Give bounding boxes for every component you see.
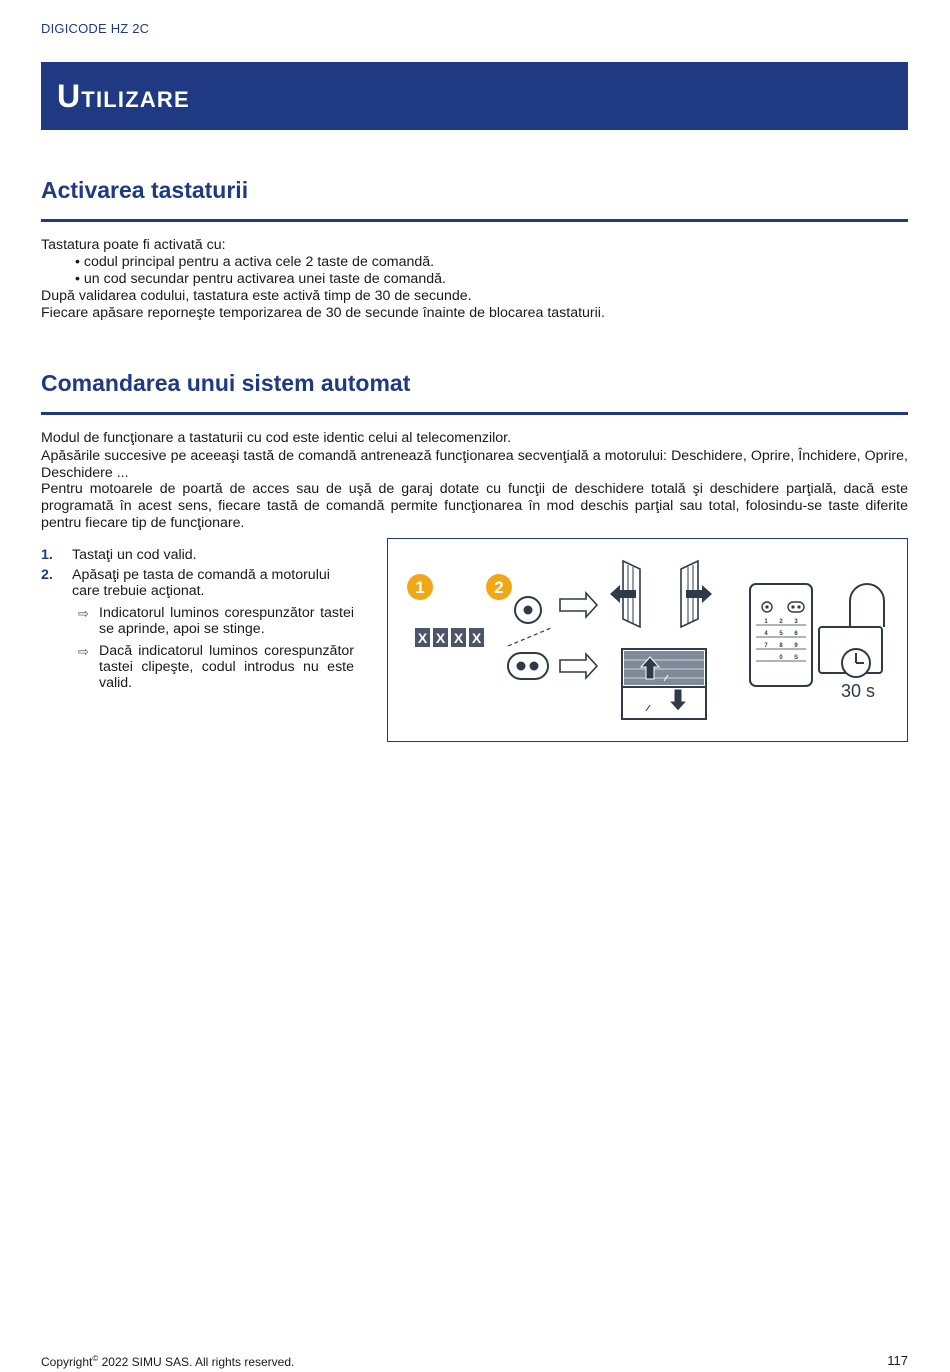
keypad-key: 2 xyxy=(779,619,783,625)
control-paragraph-3: Pentru motoarele de poartă de acces sau de uşă de garaj dotate cu funcţii de deschidere totală şi deschidere parţială, dacă este programată în acest sens, fiecare tastă de comandă permite funcţionarea în mod deschis parţial sau total, folosindu-se taste diferite pentru fiecare tip de funcţionare. xyxy=(41,481,908,531)
step-1-badge xyxy=(407,574,433,600)
section-title-activation: Activarea tastaturii xyxy=(41,177,249,203)
section-divider xyxy=(41,219,908,222)
activation-intro: Tastatura poate fi activată cu: xyxy=(41,237,226,253)
right-arrow-icon xyxy=(560,654,597,678)
code-digit: X xyxy=(453,630,464,646)
badge-number: 2 xyxy=(494,578,504,597)
keypad-key: 8 xyxy=(779,643,783,649)
control-paragraph-1: Modul de funcţionare a tastaturii cu cod este identic celui al telecomenzilor. xyxy=(41,430,512,446)
keypad-key: 5 xyxy=(779,631,783,637)
code-entry xyxy=(415,628,484,647)
result-item xyxy=(41,643,354,691)
keypad-key: 6 xyxy=(794,631,798,637)
digicode-keypad-icon xyxy=(750,584,812,686)
badge-number: 1 xyxy=(415,578,425,597)
hollow-arrow-icon: ⇨ xyxy=(78,606,89,621)
double-command-button-icon xyxy=(508,653,548,679)
swing-gate-icon xyxy=(610,561,712,627)
single-command-button-icon xyxy=(515,597,541,623)
copyright-word: Copyright xyxy=(41,1355,93,1369)
hollow-arrow-icon: ⇨ xyxy=(78,644,89,659)
result-text: Indicatorul luminos corespunzător tastei se aprinde, apoi se stinge. xyxy=(99,605,354,637)
document-header: DIGICODE HZ 2C xyxy=(41,21,150,36)
section-divider xyxy=(41,412,908,415)
keypad-key: 4 xyxy=(764,631,768,637)
chapter-banner xyxy=(41,62,908,130)
code-digit: X xyxy=(435,630,446,646)
keypad-key: 0 xyxy=(779,655,783,661)
activation-reset-line: Fiecare apăsare reporneşte temporizarea de 30 de secunde înainte de blocarea tastaturii. xyxy=(41,305,605,321)
clock-icon xyxy=(842,649,870,677)
step-text: Apăsaţi pe tasta de comandă a motorului care trebuie acţionat. xyxy=(72,567,330,599)
step-2-badge xyxy=(486,574,512,600)
copyright-notice xyxy=(41,1354,294,1369)
activation-bullet: • codul principal pentru a activa cele 2 taste de comandă. xyxy=(75,254,435,270)
result-item xyxy=(41,605,354,637)
code-digit: X xyxy=(417,630,428,646)
right-arrow-icon xyxy=(560,593,597,617)
result-text: Dacă indicatorul luminos corespunzător tastei clipeşte, codul introdus nu este valid. xyxy=(99,643,354,691)
activation-text xyxy=(41,237,908,322)
activation-validation-line: După validarea codului, tastatura este activă timp de 30 de secunde. xyxy=(41,288,472,304)
chapter-title: Utilizare xyxy=(57,78,190,114)
section-title-control: Comandarea unui sistem automat xyxy=(41,370,411,396)
code-digit: X xyxy=(471,630,482,646)
separator-line xyxy=(508,628,551,646)
keypad-key: 3 xyxy=(794,619,798,625)
timer-label: 30 s xyxy=(840,681,876,701)
step-number: 1. xyxy=(41,547,53,563)
control-paragraph-2: Apăsările succesive pe aceeaşi tastă de comandă antrenează funcţionarea secvenţială a motorului: Deschidere, Oprire, Închidere, Oprire, Deschidere ... xyxy=(41,448,908,481)
step-item xyxy=(41,567,354,599)
step-number: 2. xyxy=(41,567,53,583)
keypad-key: 7 xyxy=(764,643,768,649)
copyright-mark: © xyxy=(92,1354,99,1363)
copyright-text: 2022 SIMU SAS. All rights reserved. xyxy=(98,1355,295,1369)
steps-list xyxy=(41,547,354,691)
activation-bullet: • un cod secundar pentru activarea unei taste de comandă. xyxy=(75,271,446,287)
keypad-key: S xyxy=(793,655,799,661)
step-item xyxy=(41,547,354,563)
keypad-key: 1 xyxy=(764,619,768,625)
keypad-key: 9 xyxy=(794,643,798,649)
garage-door-icon xyxy=(622,649,706,719)
page-number: 117 xyxy=(887,1353,908,1368)
keypad-usage-illustration xyxy=(387,538,908,742)
step-text: Tastaţi un cod valid. xyxy=(72,547,197,563)
